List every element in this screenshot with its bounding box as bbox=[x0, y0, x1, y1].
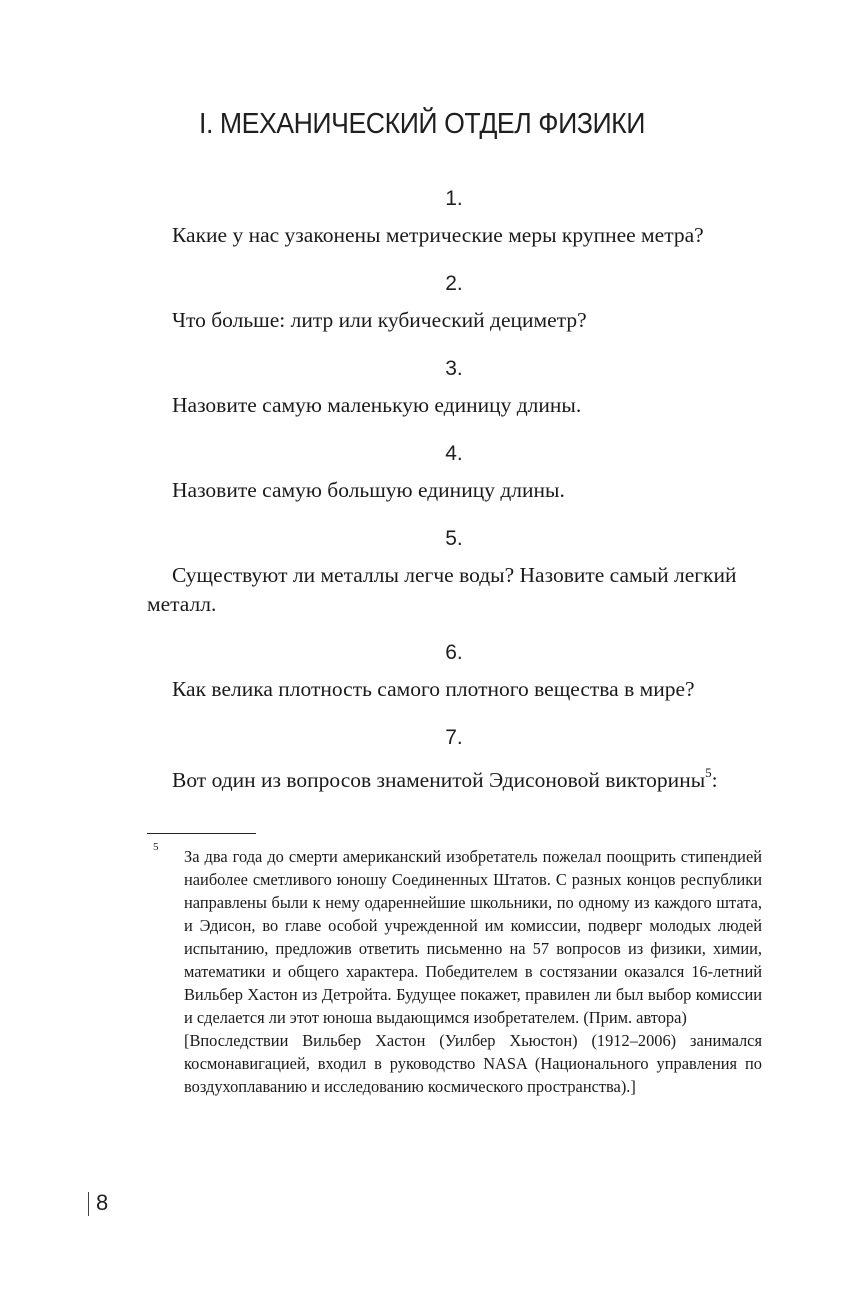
question-text: Что больше: литр или кубический дециметр? bbox=[172, 308, 587, 332]
question-text: Какие у нас узаконены метрические меры крупнее метра? bbox=[172, 223, 704, 247]
question-text-body: Вот один из вопросов знаменитой Эдисоновой викторины bbox=[172, 768, 706, 793]
question-text: Назовите самую маленькую единицу длины. bbox=[172, 393, 582, 417]
footnote-paragraph: За два года до смерти американский изобретатель пожелал поощрить стипендией наиболее сметливого юношу Соединенных Штатов. С разных концов республики направлены были к нему одареннейшие школьники, по одному из каждого штата, и Эдисон, во главе особой учрежденной им комиссии, подверг молодых людей испытанию, предложив ответить письменно на 57 вопросов из физики, химии, математики и общего характера. Победителем в состязании оказался 16-летний Вильбер Хастон из Детройта. Будущее покажет, правилен ли был выбор комиссии и сделается ли этот юноша выдающимся изобретателем. (Прим. автора) bbox=[184, 847, 762, 1027]
question-number: 3. bbox=[445, 357, 463, 380]
question-text bbox=[147, 760, 763, 795]
page-number: 8 bbox=[96, 1190, 109, 1215]
question-number: 7. bbox=[445, 726, 463, 749]
footnote-marker: 5 bbox=[153, 841, 159, 853]
footnote-paragraph: [Впоследствии Вильбер Хастон (Уилбер Хьюстон) (1912–2006) занимался космонавигацией, входил в руководство NASA (Национального управления по воздухоплаванию и исследованию космического пространства).] bbox=[184, 1031, 762, 1096]
folio-divider bbox=[88, 1192, 89, 1216]
question-text: Назовите самую большую единицу длины. bbox=[172, 478, 565, 502]
question-number: 5. bbox=[445, 527, 463, 550]
question-number: 1. bbox=[445, 187, 463, 210]
chapter-title: I. МЕХАНИЧЕСКИЙ ОТДЕЛ ФИЗИКИ bbox=[199, 108, 645, 140]
question-text: Как велика плотность самого плотного вещества в мире? bbox=[172, 677, 695, 701]
footnote-reference[interactable]: 5 bbox=[705, 765, 712, 780]
question-number: 6. bbox=[445, 641, 463, 664]
footnote-body bbox=[184, 845, 762, 1098]
question-number: 2. bbox=[445, 272, 463, 295]
question-text: Существуют ли металлы легче воды? Назовите самый легкий металл. bbox=[147, 563, 737, 616]
footnote-separator bbox=[147, 833, 256, 834]
question-number: 4. bbox=[445, 442, 463, 465]
question-text-suffix: : bbox=[711, 768, 718, 793]
